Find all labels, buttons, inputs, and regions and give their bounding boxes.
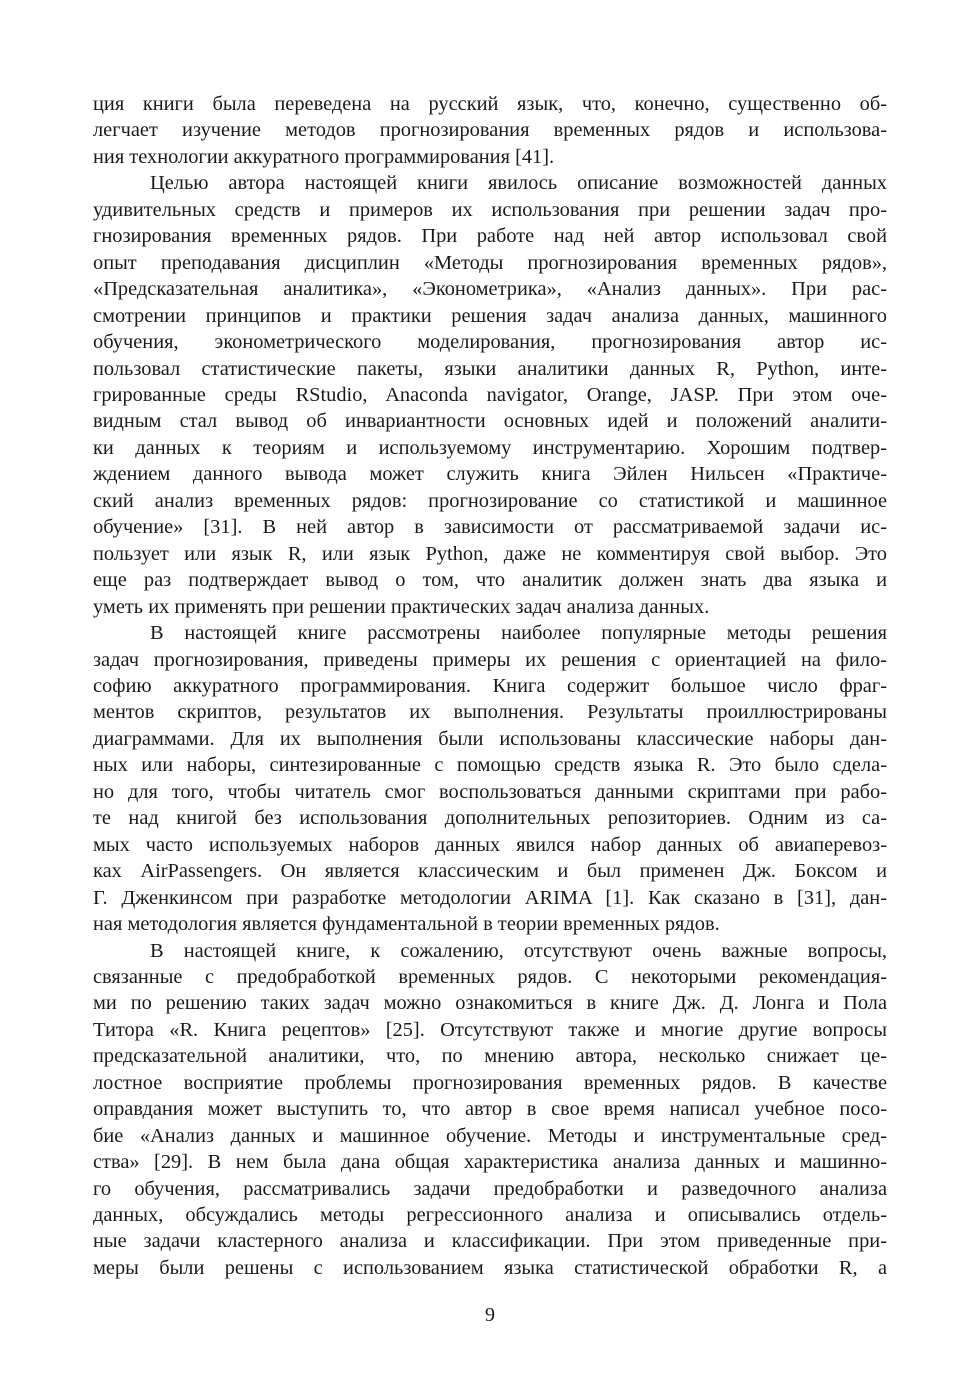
paragraph: [93, 356, 887, 382]
paragraph: [93, 382, 887, 408]
text-line: «Предсказательная аналитика», «Эконометрика», «Анализ данных». При рас-: [93, 278, 887, 301]
text-line: диаграммами. Для их выполнения были использованы классические наборы дан-: [93, 727, 887, 750]
text-line: видным стал вывод об инвариантности основных идей и положений аналити-: [93, 410, 887, 433]
text-line: бие «Анализ данных и машинное обучение. Методы и инструментальные сред-: [93, 1124, 887, 1147]
paragraph: [93, 1149, 887, 1175]
text-line: уметь их применять при решении практических задач анализа данных.: [93, 595, 710, 618]
text-line: лостное восприятие проблемы прогнозирования временных рядов. В качестве: [93, 1071, 887, 1094]
text-line: ния технологии аккуратного программирования [41].: [93, 145, 555, 168]
paragraph: [93, 303, 887, 329]
text-line: смотрении принципов и практики решения задач анализа данных, машинного: [93, 304, 887, 327]
text-line: ми по решению таких задач можно ознакомиться в книге Дж. Д. Лонга и Пола: [93, 992, 887, 1015]
paragraph: [93, 858, 887, 884]
text-line: гнозирования временных рядов. При работе над ней автор использовал свой: [93, 225, 887, 248]
text-line: ства» [29]. В нем была дана общая характеристика анализа данных и машинно-: [93, 1151, 887, 1174]
paragraph: [93, 805, 887, 831]
text-line: оправдания может выступить то, что автор в свое время написал учебное посо-: [93, 1098, 887, 1121]
text-line: ментов скриптов, результатов их выполнения. Результаты проиллюстрированы: [93, 701, 887, 724]
text-line: обучение» [31]. В ней автор в зависимости от рассматриваемой задачи ис-: [93, 516, 887, 539]
paragraph: [93, 1123, 887, 1149]
text-line: ная методология является фундаментальной в теории временных рядов.: [93, 913, 720, 936]
paragraph: [93, 885, 887, 911]
text-line: В настоящей книге, к сожалению, отсутствуют очень важные вопросы,: [150, 939, 887, 962]
text-line: данных, обсуждались методы регрессионного анализа и описывались отдель-: [93, 1204, 887, 1227]
text-line: но для того, чтобы читатель смог воспользоваться данными скриптами при рабо-: [93, 780, 887, 803]
paragraph: [93, 1255, 887, 1281]
paragraph: [93, 911, 887, 937]
paragraph: [93, 647, 887, 673]
paragraph: [93, 197, 887, 223]
paragraph: [93, 514, 887, 540]
text-line: еще раз подтверждает вывод о том, что аналитик должен знать два языка и: [93, 569, 887, 592]
paragraph: [93, 329, 887, 355]
paragraph: [93, 541, 887, 567]
paragraph: [93, 832, 887, 858]
text-line: те над книгой без использования дополнительных репозиториев. Одним из са-: [93, 807, 887, 830]
paragraph: [93, 673, 887, 699]
text-line: меры были решены с использованием языка статистической обработки R, а: [93, 1256, 887, 1279]
text-line: го обучения, рассматривались задачи предобработки и разведочного анализа: [93, 1177, 887, 1200]
paragraph: [93, 1202, 887, 1228]
paragraph: [93, 964, 887, 990]
text-line: обучения, эконометрического моделирования, прогнозирования автор ис-: [93, 331, 887, 354]
paragraph: [93, 1096, 887, 1122]
body-text: [93, 91, 887, 1281]
text-line: ных или наборы, синтезированные с помощью средств языка R. Это было сдела-: [93, 754, 887, 777]
page-number: 9: [484, 1304, 496, 1326]
text-line: пользовал статистические пакеты, языки аналитики данных R, Python, инте-: [93, 357, 887, 380]
paragraph: [93, 250, 887, 276]
text-line: удивительных средств и примеров их использования при решении задач про-: [93, 198, 887, 221]
paragraph: [93, 1070, 887, 1096]
paragraph: [93, 726, 887, 752]
text-line: софию аккуратного программирования. Книга содержит большое число фраг-: [93, 674, 887, 697]
text-line: легчает изучение методов прогнозирования временных рядов и использова-: [93, 119, 887, 142]
paragraph: [93, 938, 887, 964]
paragraph: [93, 1176, 887, 1202]
paragraph: [93, 435, 887, 461]
text-line: ция книги была переведена на русский язык, что, конечно, существенно об-: [93, 93, 887, 115]
text-line: ский анализ временных рядов: прогнозирование со статистикой и машинное: [93, 489, 887, 512]
paragraph: [93, 1228, 887, 1254]
paragraph: [93, 488, 887, 514]
paragraph: [93, 276, 887, 302]
paragraph: [93, 170, 887, 196]
text-line: ные задачи кластерного анализа и классификации. При этом приведенные при-: [93, 1230, 887, 1253]
text-line: Г. Дженкинсом при разработке методологии ARIMA [1]. Как сказано в [31], дан-: [93, 886, 887, 909]
paragraph: [93, 461, 887, 487]
paragraph: [93, 91, 887, 117]
text-line: опыт преподавания дисциплин «Методы прогнозирования временных рядов»,: [93, 251, 887, 274]
text-line: Титора «R. Книга рецептов» [25]. Отсутствуют также и многие другие вопросы: [93, 1018, 887, 1041]
text-line: пользует или язык R, или язык Python, даже не комментируя свой выбор. Это: [93, 542, 887, 565]
paragraph: [93, 117, 887, 143]
text-line: связанные с предобработкой временных рядов. С некоторыми рекомендация-: [93, 965, 887, 988]
text-line: ждением данного вывода может служить книга Эйлен Нильсен «Практиче-: [93, 463, 887, 486]
paragraph: [93, 408, 887, 434]
paragraph: [93, 144, 887, 170]
text-line: предсказательной аналитики, что, по мнению автора, несколько снижает це-: [93, 1045, 887, 1068]
text-line: ках AirPassengers. Он является классическим и был применен Дж. Боксом и: [93, 860, 887, 883]
text-line: ки данных к теориям и используемому инструментарию. Хорошим подтвер-: [93, 436, 887, 459]
paragraph: [93, 223, 887, 249]
paragraph: [93, 752, 887, 778]
paragraph: [93, 567, 887, 593]
paragraph: [93, 779, 887, 805]
text-line: Целью автора настоящей книги явилось описание возможностей данных: [150, 172, 887, 195]
text-line: мых часто используемых наборов данных явился набор данных об авиаперевоз-: [93, 833, 887, 856]
paragraph: [93, 1017, 887, 1043]
paragraph: [93, 699, 887, 725]
text-line: В настоящей книге рассмотрены наиболее популярные методы решения: [150, 622, 887, 645]
text-line: задач прогнозирования, приведены примеры их решения с ориентацией на фило-: [93, 648, 887, 671]
paragraph: [93, 1043, 887, 1069]
text-line: грированные среды RStudio, Anaconda navigator, Orange, JASP. При этом оче-: [93, 383, 887, 406]
paragraph: [93, 990, 887, 1016]
paragraph: [93, 594, 887, 620]
paragraph: [93, 620, 887, 646]
